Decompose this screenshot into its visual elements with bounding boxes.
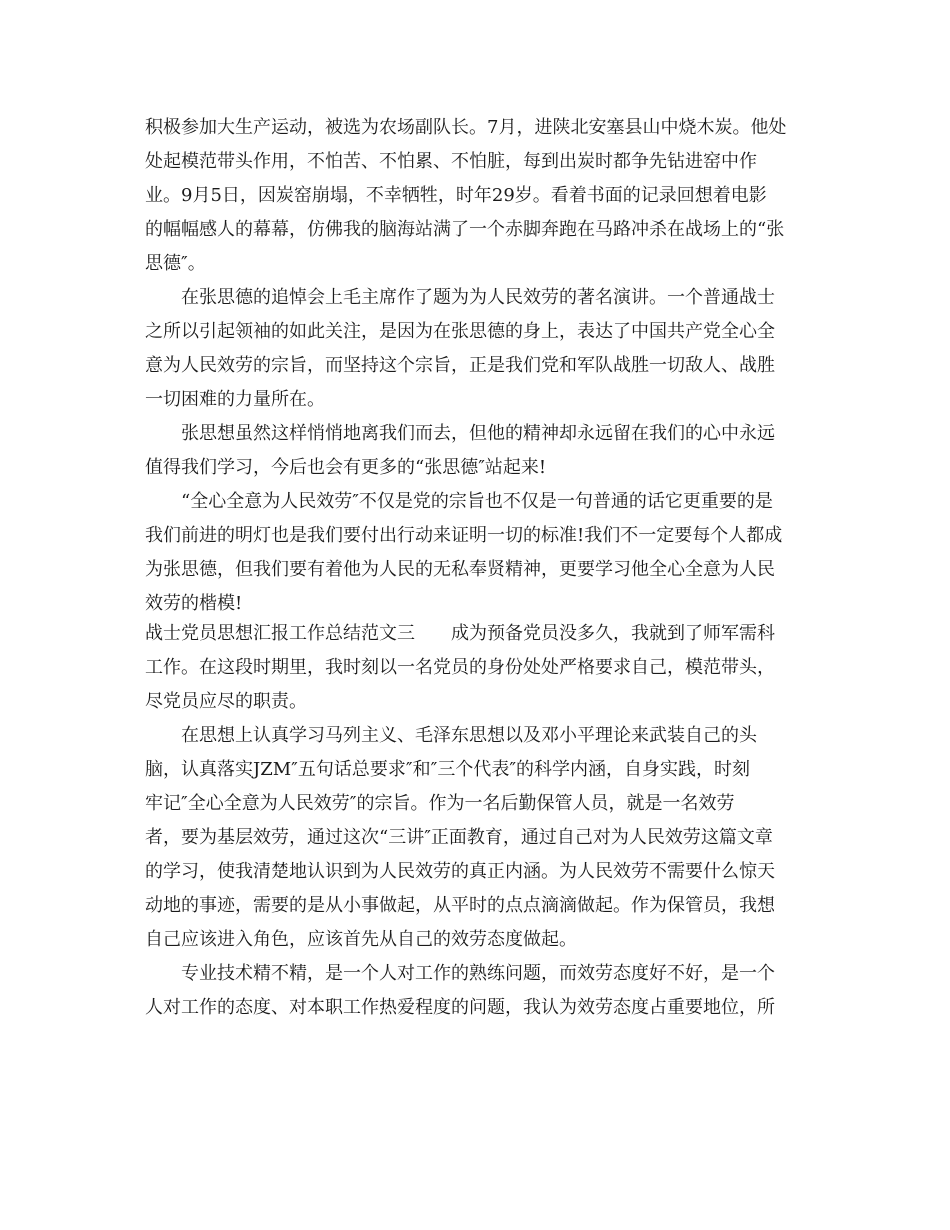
text-line: 值得我们学习，今后也会有更多的“张思德″站起来!	[145, 457, 547, 478]
text-line: 在思想上认真学习马列主义、毛泽东思想以及邓小平理论来武装自己的头	[145, 725, 757, 746]
text-line: 者，要为基层效劳，通过这次“三讲″正面教育，通过自己对为人民效劳这篇文章	[145, 827, 773, 848]
text-line: 意为人民效劳的宗旨，而坚持这个宗旨，正是我们党和军队战胜一切敌人、战胜	[145, 355, 775, 376]
text-line: 业。9月5日，因炭窑崩塌，不幸牺牲，时年29岁。看着书面的记录回想着电影	[145, 185, 767, 206]
text-line: 张思想虽然这样悄悄地离我们而去，但他的精神却永远留在我们的心中永远	[145, 423, 775, 444]
document-body	[145, 111, 805, 1025]
text-line: 为张思德，但我们要有着他为人民的无私奉贤精神，更要学习他全心全意为人民	[145, 559, 775, 580]
text-line: 动地的事迹，需要的是从小事做起，从平时的点点滴滴做起。作为保管员，我想	[145, 895, 775, 916]
text-line: 的幅幅感人的幕幕，仿佛我的脑海站满了一个赤脚奔跑在马路冲杀在战场上的“张	[145, 219, 785, 240]
text-line: 人对工作的态度、对本职工作热爱程度的问题，我认为效劳态度占重要地位，所	[145, 997, 775, 1018]
section-heading-line: 战士党员思想汇报工作总结范文三 成为预备党员没多久，我就到了师军需科	[145, 623, 775, 644]
text-line: 工作。在这段时期里，我时刻以一名党员的身份处处严格要求自己，模范带头，	[145, 657, 775, 678]
text-line: 脑，认真落实JZM″五句话总要求″和″三个代表″的科学内涵，自身实践，时刻	[145, 759, 751, 780]
text-line: 牢记″全心全意为人民效劳″的宗旨。作为一名后勤保管人员，就是一名效劳	[145, 793, 735, 814]
text-line: 思德″。	[145, 253, 206, 274]
text-line: “全心全意为人民效劳″不仅是党的宗旨也不仅是一句普通的话它更重要的是	[145, 491, 773, 512]
text-line: 之所以引起领袖的如此关注，是因为在张思德的身上，表达了中国共产党全心全	[145, 321, 775, 342]
text-line: 处起模范带头作用，不怕苦、不怕累、不怕脏，每到出炭时都争先钻进窑中作	[145, 151, 757, 172]
text-line: 尽党员应尽的职责。	[145, 691, 307, 712]
text-line: 效劳的楷模!	[145, 593, 243, 614]
text-line: 自己应该进入角色，应该首先从自己的效劳态度做起。	[145, 929, 577, 950]
text-line: 积极参加大生产运动，被选为农场副队长。7月，进陕北安塞县山中烧木炭。他处	[145, 117, 787, 138]
text-line: 一切困难的力量所在。	[145, 389, 325, 410]
text-line: 的学习，使我清楚地认识到为人民效劳的真正内涵。为人民效劳不需要什么惊天	[145, 861, 775, 882]
text-line: 在张思德的追悼会上毛主席作了题为为人民效劳的著名演讲。一个普通战士	[145, 287, 775, 308]
text-line: 我们前进的明灯也是我们要付出行动来证明一切的标准!我们不一定要每个人都成	[145, 525, 783, 546]
text-line: 专业技术精不精，是一个人对工作的熟练问题，而效劳态度好不好，是一个	[145, 963, 775, 984]
